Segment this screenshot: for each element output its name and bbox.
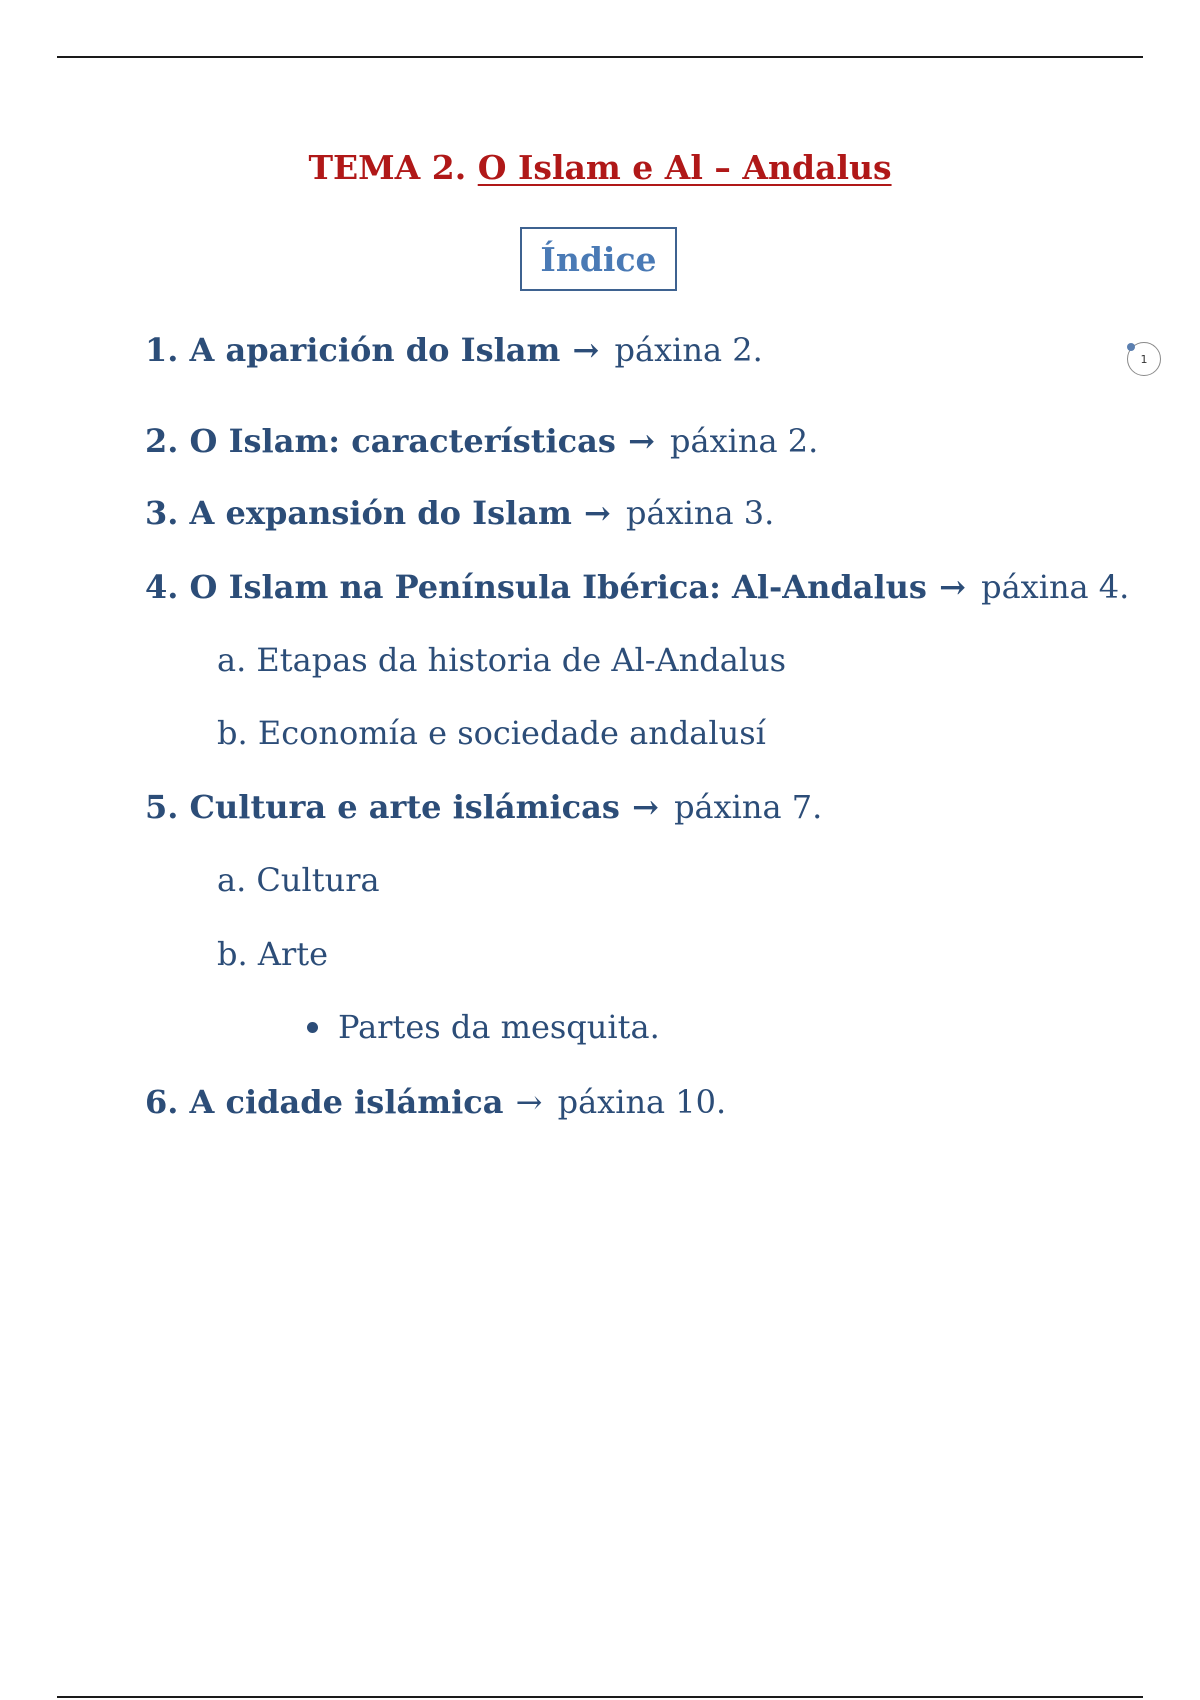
arrow-right-icon: → xyxy=(628,422,655,460)
arrow-right-icon: → xyxy=(572,331,600,369)
toc-subitem-4b[interactable]: b. Economía e sociedade andalusí xyxy=(217,714,766,752)
toc-entry-label: 5. Cultura e arte islámicas xyxy=(145,788,620,826)
toc-entry-label: 3. A expansión do Islam xyxy=(145,494,572,532)
toc-entry-1[interactable] xyxy=(145,331,763,369)
title-main: O Islam e Al – Andalus xyxy=(477,148,892,187)
toc-entry-label: 2. O Islam: características xyxy=(145,422,616,460)
toc-entry-page: páxina 3. xyxy=(626,494,775,532)
toc-entry-5[interactable] xyxy=(145,788,823,826)
arrow-right-icon: → xyxy=(584,494,611,532)
toc-entry-page: páxina 2. xyxy=(614,331,763,369)
toc-subitem-5b[interactable]: b. Arte xyxy=(217,935,329,973)
toc-entry-page: páxina 2. xyxy=(670,422,819,460)
arrow-right-icon: → xyxy=(939,568,966,606)
toc-entry-label: 6. A cidade islámica xyxy=(145,1083,504,1121)
toc-entry-page: páxina 4. xyxy=(981,568,1130,606)
toc-entry-page: páxina 10. xyxy=(557,1083,727,1121)
toc-bullet-text: Partes da mesquita. xyxy=(338,1008,660,1046)
toc-entry-3[interactable] xyxy=(145,494,775,532)
toc-entry-label: 4. O Islam na Península Ibérica: Al-Andalus xyxy=(145,568,927,606)
toc-entry-2[interactable] xyxy=(145,422,819,460)
bottom-rule xyxy=(57,1696,1143,1698)
index-heading: Índice xyxy=(520,227,677,291)
comment-number: 1 xyxy=(1140,352,1148,366)
toc-entry-4[interactable] xyxy=(145,568,1130,606)
toc-subitem-4a[interactable]: a. Etapas da historia de Al-Andalus xyxy=(217,641,787,679)
top-rule xyxy=(57,56,1143,58)
toc-entry-page: páxina 7. xyxy=(674,788,823,826)
toc-subitem-5a[interactable]: a. Cultura xyxy=(217,861,380,899)
toc-entry-label: 1. A aparición do Islam xyxy=(145,331,561,369)
comment-dot-icon xyxy=(1127,343,1135,351)
toc-entry-6[interactable] xyxy=(145,1083,727,1121)
toc-bullet-item[interactable] xyxy=(307,1008,660,1046)
page-title xyxy=(0,148,1200,187)
arrow-right-icon: → xyxy=(515,1083,543,1121)
title-prefix: TEMA 2. xyxy=(308,148,467,187)
arrow-right-icon: → xyxy=(632,788,659,826)
bullet-icon xyxy=(307,1022,318,1033)
